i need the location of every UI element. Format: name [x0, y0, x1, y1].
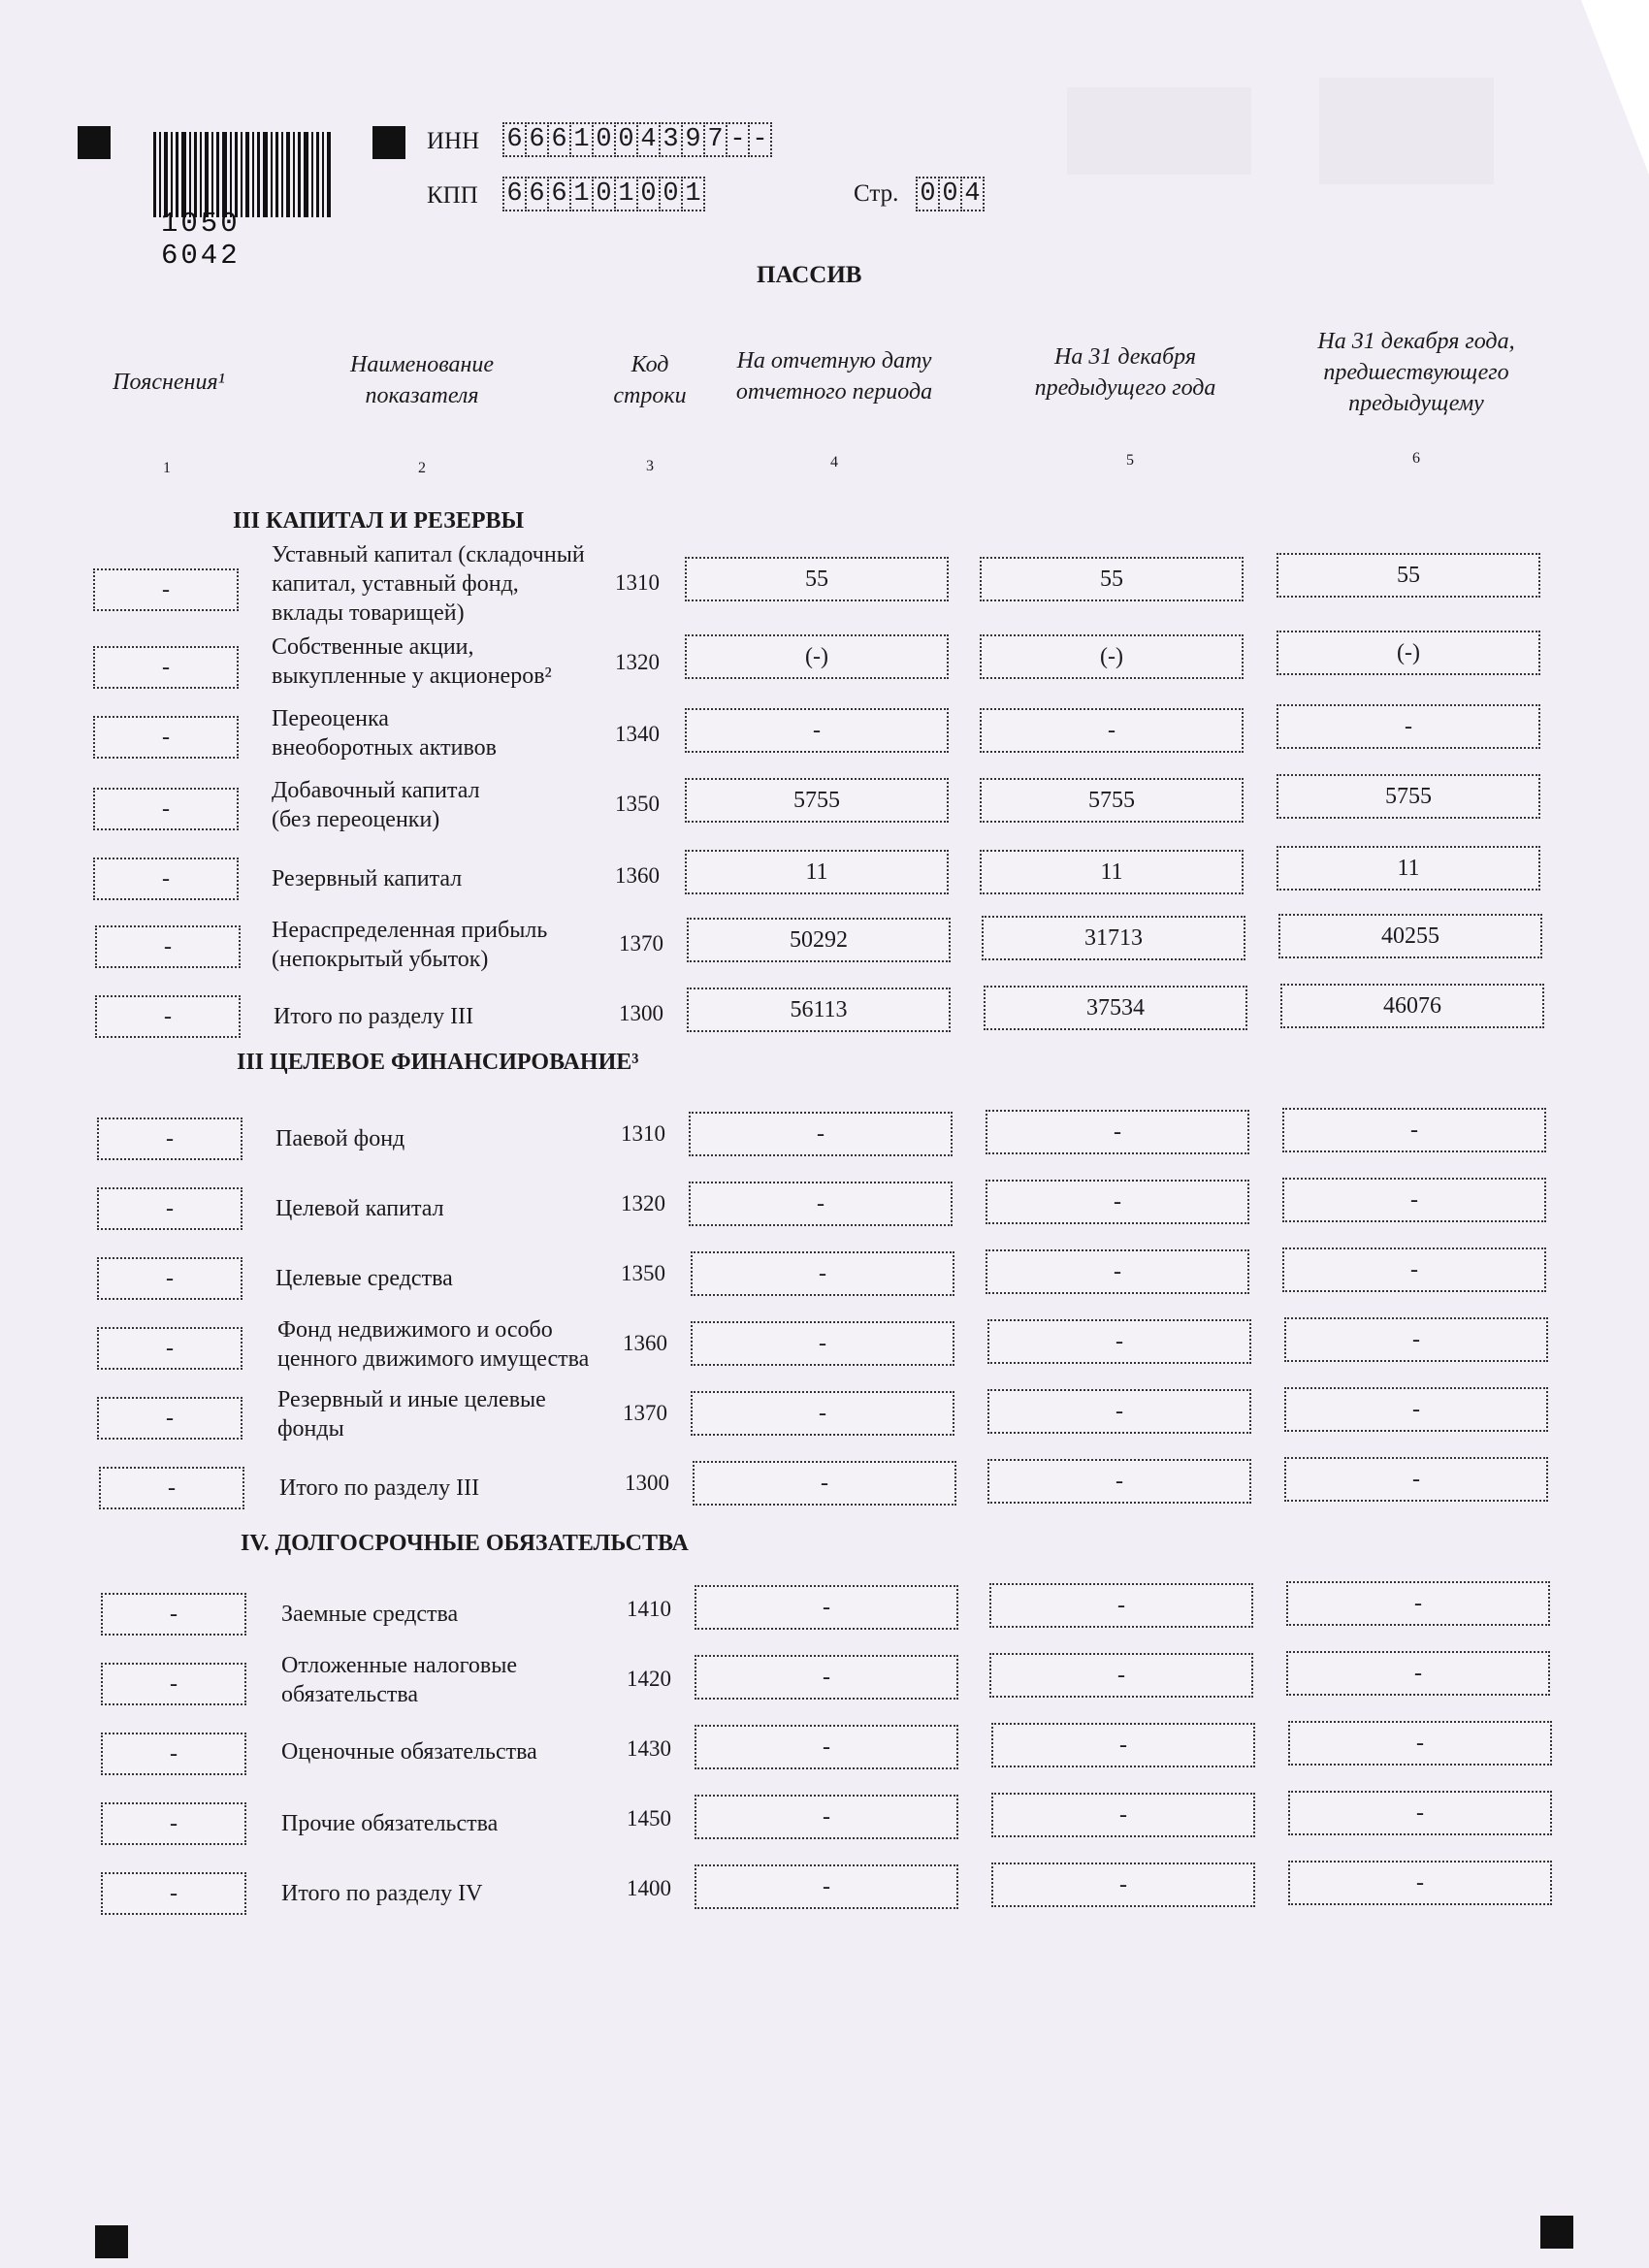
note-cell: - [101, 1593, 246, 1636]
note-cell: - [99, 1467, 244, 1509]
value-prev-prev-year: - [1286, 1651, 1550, 1696]
value-current: - [689, 1182, 953, 1226]
kpp-digit-cell: 6 [502, 177, 527, 211]
indicator-name: Резервный капитал [272, 866, 463, 891]
column-number: 6 [1412, 450, 1420, 467]
indicator-name: Итого по разделу III [274, 1004, 474, 1029]
value-current: - [695, 1864, 958, 1909]
barcode [153, 132, 332, 217]
row-code: 1410 [627, 1597, 671, 1621]
row-code: 1370 [623, 1401, 667, 1425]
kpp-digit-cell: 6 [525, 177, 549, 211]
value-current: - [695, 1655, 958, 1700]
row-code: 1360 [615, 863, 660, 888]
value-prev-prev-year: 5755 [1277, 774, 1540, 819]
table-row [0, 631, 1649, 693]
indicator-name: Целевые средства [275, 1266, 453, 1291]
row-code: 1300 [619, 1001, 663, 1025]
table-row [0, 700, 1649, 762]
note-cell: - [97, 1327, 242, 1370]
row-code: 1370 [619, 931, 663, 956]
value-prev-year: - [980, 708, 1244, 753]
row-code: 1340 [615, 722, 660, 746]
value-current: - [691, 1321, 954, 1366]
value-prev-prev-year: - [1288, 1861, 1552, 1905]
row-code: 1420 [627, 1667, 671, 1691]
value-current: 50292 [687, 918, 951, 962]
value-prev-prev-year: - [1288, 1791, 1552, 1835]
kpp-label: КПП [427, 182, 478, 209]
note-cell: - [97, 1118, 242, 1160]
value-prev-prev-year: - [1282, 1108, 1546, 1152]
registration-marker [372, 126, 405, 159]
note-cell: - [93, 716, 239, 759]
value-prev-prev-year: - [1284, 1457, 1548, 1502]
inn-digit-cell: 0 [592, 122, 616, 157]
value-prev-year: - [991, 1793, 1255, 1837]
indicator-name: Добавочный капитал (без переоценки) [272, 778, 480, 832]
indicator-name: Паевой фонд [275, 1126, 405, 1151]
row-code: 1310 [615, 570, 660, 595]
inn-label: ИНН [427, 128, 480, 154]
value-prev-year: - [987, 1319, 1251, 1364]
indicator-name: Заемные средства [281, 1602, 459, 1627]
value-prev-year: 31713 [982, 916, 1245, 960]
value-prev-prev-year: 40255 [1278, 914, 1542, 958]
value-current: 5755 [685, 778, 949, 823]
page-digit-cell: 0 [938, 177, 962, 211]
value-prev-prev-year: - [1288, 1721, 1552, 1766]
indicator-name: Собственные акции, выкупленные у акционеров² [272, 634, 552, 689]
value-prev-prev-year: (-) [1277, 631, 1540, 675]
row-code: 1320 [621, 1191, 665, 1215]
table-row [0, 1306, 1649, 1372]
table-row [0, 1570, 1649, 1632]
value-prev-year: - [987, 1389, 1251, 1434]
column-number: 1 [163, 460, 171, 476]
note-cell: - [97, 1397, 242, 1440]
row-code: 1320 [615, 650, 660, 674]
note-cell: - [101, 1663, 246, 1705]
column-number: 3 [646, 458, 654, 474]
section-title: III ЦЕЛЕВОЕ ФИНАНСИРОВАНИЕ³ [237, 1050, 639, 1075]
value-current: - [691, 1251, 954, 1296]
value-current: - [689, 1112, 953, 1156]
column-header-current: На отчетную дату отчетного периода [735, 348, 933, 405]
value-prev-year: - [991, 1723, 1255, 1767]
value-prev-year: - [986, 1249, 1249, 1294]
value-prev-year: - [989, 1583, 1253, 1628]
inn-digit-cell: 6 [547, 122, 571, 157]
inn-digit-cell: 0 [614, 122, 638, 157]
kpp-digit-cell: 1 [614, 177, 638, 211]
value-prev-year: 55 [980, 557, 1244, 601]
table-row [0, 1096, 1649, 1158]
indicator-name: Итого по разделу IV [281, 1881, 483, 1906]
indicator-name: Целевой капитал [275, 1196, 444, 1221]
value-prev-year: - [991, 1863, 1255, 1907]
indicator-name: Фонд недвижимого и особо ценного движимого имущества [277, 1317, 590, 1372]
registration-marker [78, 126, 111, 159]
kpp-cells [502, 177, 703, 211]
kpp-digit-cell: 6 [547, 177, 571, 211]
note-cell: - [93, 858, 239, 900]
column-header-prev-prev-year: На 31 декабря года, предшествующего предыдущему [1317, 329, 1515, 416]
inn-digit-cell: 4 [636, 122, 661, 157]
value-prev-year: - [986, 1110, 1249, 1154]
row-code: 1430 [627, 1736, 671, 1761]
value-current: (-) [685, 634, 949, 679]
value-prev-prev-year: - [1277, 704, 1540, 749]
table-row [0, 1709, 1649, 1771]
value-current: 55 [685, 557, 949, 601]
kpp-digit-cell: 0 [592, 177, 616, 211]
value-prev-year: (-) [980, 634, 1244, 679]
column-number: 4 [830, 454, 838, 470]
value-prev-prev-year: 55 [1277, 553, 1540, 598]
inn-digit-cell: 6 [502, 122, 527, 157]
note-cell: - [101, 1733, 246, 1775]
note-cell: - [95, 995, 241, 1038]
value-current: - [685, 708, 949, 753]
page-fold-corner [1581, 0, 1649, 175]
column-header-notes: Пояснения¹ [113, 370, 225, 395]
inn-digit-cell: 1 [569, 122, 594, 157]
indicator-name: Прочие обязательства [281, 1811, 499, 1836]
page-digit-cell: 4 [960, 177, 985, 211]
registration-marker [1540, 2216, 1573, 2249]
value-current: - [695, 1795, 958, 1839]
row-code: 1450 [627, 1806, 671, 1831]
value-prev-year: - [989, 1653, 1253, 1698]
value-prev-prev-year: - [1286, 1581, 1550, 1626]
barcode-number: 1050 6042 [161, 208, 241, 272]
indicator-name: Отложенные налоговые обязательства [281, 1653, 518, 1707]
value-current: - [691, 1391, 954, 1436]
note-cell: - [97, 1257, 242, 1300]
row-code: 1300 [625, 1471, 669, 1495]
table-row [0, 912, 1649, 974]
value-prev-prev-year: - [1284, 1387, 1548, 1432]
indicator-name: Резервный и иные целевые фонды [277, 1387, 546, 1442]
row-code: 1400 [627, 1876, 671, 1900]
column-header-code: Код строки [613, 352, 687, 408]
note-cell: - [101, 1802, 246, 1845]
value-prev-year: - [986, 1180, 1249, 1224]
inn-digit-cell: 3 [659, 122, 683, 157]
table-row [0, 982, 1649, 1044]
indicator-name: Итого по разделу III [279, 1475, 480, 1501]
value-prev-prev-year: - [1282, 1178, 1546, 1222]
row-code: 1360 [623, 1331, 667, 1355]
table-row [0, 1376, 1649, 1442]
indicator-name: Нераспределенная прибыль (непокрытый убыток) [272, 918, 548, 972]
value-current: - [693, 1461, 956, 1506]
inn-digit-cell: - [726, 122, 750, 157]
table-row [0, 772, 1649, 834]
section-title: III КАПИТАЛ И РЕЗЕРВЫ [233, 508, 525, 534]
section-title: IV. ДОЛГОСРОЧНЫЕ ОБЯЗАТЕЛЬСТВА [241, 1531, 689, 1556]
row-code: 1310 [621, 1121, 665, 1146]
page-title: ПАССИВ [757, 262, 862, 288]
inn-digit-cell: 7 [703, 122, 728, 157]
registration-marker [95, 2225, 128, 2258]
table-row [0, 1639, 1649, 1707]
table-row [0, 1236, 1649, 1298]
kpp-digit-cell: 1 [681, 177, 705, 211]
value-current: 11 [685, 850, 949, 894]
note-cell: - [101, 1872, 246, 1915]
inn-digit-cell: 6 [525, 122, 549, 157]
note-cell: - [93, 568, 239, 611]
column-number: 2 [418, 460, 426, 476]
show-through-block [1067, 87, 1251, 175]
note-cell: - [95, 925, 241, 968]
row-code: 1350 [621, 1261, 665, 1285]
column-number: 5 [1126, 452, 1134, 469]
column-header-indicator: Наименование показателя [349, 352, 495, 408]
kpp-digit-cell: 1 [569, 177, 594, 211]
note-cell: - [93, 646, 239, 689]
column-header-prev-year: На 31 декабря предыдущего года [1034, 344, 1216, 401]
value-prev-year: 11 [980, 850, 1244, 894]
page-number-cells [916, 177, 983, 211]
value-prev-prev-year: - [1282, 1247, 1546, 1292]
value-current: - [695, 1585, 958, 1630]
page-digit-cell: 0 [916, 177, 940, 211]
table-row [0, 1779, 1649, 1841]
table-row [0, 1445, 1649, 1507]
inn-digit-cell: 9 [681, 122, 705, 157]
value-prev-prev-year: 46076 [1280, 984, 1544, 1028]
value-prev-prev-year: 11 [1277, 846, 1540, 891]
table-row [0, 844, 1649, 906]
row-code: 1350 [615, 792, 660, 816]
indicator-name: Переоценка внеоборотных активов [272, 706, 498, 761]
table-row [0, 1166, 1649, 1228]
page-label: Стр. [854, 180, 899, 207]
value-prev-year: 37534 [984, 986, 1247, 1030]
table-row [0, 1849, 1649, 1911]
show-through-block [1319, 78, 1494, 184]
value-current: 56113 [687, 988, 951, 1032]
note-cell: - [97, 1187, 242, 1230]
note-cell: - [93, 788, 239, 830]
indicator-name: Уставный капитал (складочный капитал, уставный фонд, вклады товарищей) [272, 542, 585, 626]
indicator-name: Оценочные обязательства [281, 1739, 537, 1765]
value-prev-year: - [987, 1459, 1251, 1504]
value-current: - [695, 1725, 958, 1769]
inn-cells [502, 122, 770, 157]
kpp-digit-cell: 0 [659, 177, 683, 211]
kpp-digit-cell: 0 [636, 177, 661, 211]
table-row [0, 542, 1649, 626]
value-prev-prev-year: - [1284, 1317, 1548, 1362]
value-prev-year: 5755 [980, 778, 1244, 823]
inn-digit-cell: - [748, 122, 772, 157]
